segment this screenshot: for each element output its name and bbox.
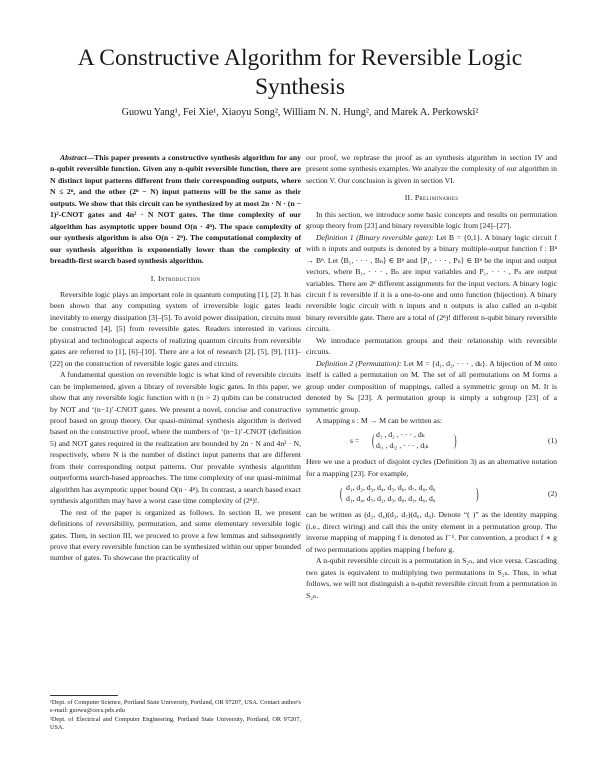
intro-paragraph-1: Reversible logic plays an important role in quantum computing [1], [2]. It has been shown that any computing system of irreversible logic gates leads inevitably to energy dissipation [3]–[5]. To avoid power dissipation, circuits must be constructed [4], [5] from reversible gates. Readers interested in various physical and technological aspects of realizing quantum circuits from reversible gates are referred to [1], [6]–[10]. There are a lot of research [2], [5], [9], [11]–[22] on the construction of reversible logic gates and circuits. — [50, 289, 301, 368]
equation-2-left-paren: ( — [340, 484, 343, 504]
equation-1-number: (1) — [548, 436, 557, 446]
abstract-label: Abstract— — [60, 153, 95, 162]
equation-1-lhs: s = — [350, 436, 360, 446]
equation-2 — [306, 482, 557, 506]
definition-2-label: Definition 2 (Permutation): — [316, 358, 402, 368]
author-list: Guowu Yang¹, Fei Xie¹, Xiaoyu Song², William N. N. Hung², and Marek A. Perkowski² — [121, 107, 479, 118]
footnote-rule — [50, 695, 118, 696]
abstract — [50, 152, 301, 267]
equation-2-body — [340, 482, 479, 504]
prelim-paragraph-2: We introduce permutation groups and their relationship with reversible circuits. — [306, 335, 557, 357]
mapping-intro: A mapping s : M → M can be written as: — [316, 415, 442, 425]
title-line-1: A Constructive Algorithm for Reversible Logic — [77, 45, 523, 71]
section-heading-preliminaries: II. Preliminaries — [404, 193, 459, 203]
footnotes — [50, 695, 301, 732]
equation-1 — [306, 429, 557, 453]
prelim-paragraph-1: In this section, we introduce some basic concepts and results on permutation group theory from [23] and binary reversible logic from [24]–[27]. — [306, 209, 557, 231]
right-column — [306, 152, 557, 601]
continued-paragraph: our proof, we rephrase the proof as an synthesis algorithm in section IV and present some synthesis examples. We analyze the complexity of our algorithm in section V. Our conclusion is given in section VI. — [306, 153, 557, 185]
equation-1-body — [350, 429, 457, 451]
definition-1 — [306, 232, 557, 335]
intro-paragraph-3: The rest of the paper is organized as follows. In section II, we present definitions of reversibility, permutation, and some elementary reversible logic gates. Then, in section III, we proceed to prove a few lemmas and subsequently prove that every reversible function can be synthesized within our upper bounded number of gates. To showcase the practicality of — [50, 507, 301, 563]
title-line-2: Synthesis — [254, 74, 346, 100]
equation-1-bottom-row: dᵢ₁ , dᵢ₂ , · · · , dᵢₖ — [376, 441, 429, 451]
left-column — [50, 152, 301, 564]
equation-2-top-row: d₁, d₂, d₃, d₄, d₅, d₆, d₇, d₈, d₉ — [346, 483, 436, 493]
equation-1-top-row: d₁ , d₂ , · · · , dₖ — [376, 430, 425, 440]
paper-title — [0, 44, 600, 102]
definition-1-label: Definition 1 (Binary reversible gate): — [316, 232, 434, 242]
footnote-2: ²Dept. of Electrical and Computer Engineering, Portland State University, Portland, OR 97207, USA. — [50, 715, 301, 731]
equation-1-left-paren: ( — [372, 431, 375, 451]
abstract-text: This paper presents a constructive synthesis algorithm for any n-qubit reversible function. Given any n-qubit reversible function, there are N distinct input patterns different from their corresponding outputs, where N ≤ 2ⁿ, and the other (2ⁿ − N) input patterns will be the same as their outputs. We show that this circuit can be synthesized by at most 2n · N · (n − 1)²-CNOT gates and 4n² · N NOT gates. The time complexity of our algorithm has asymptotic upper bound O(n · 4ⁿ). The space complexity of our synthesis algorithm is also O(n · 2ⁿ). The computational complexity of our synthesis algorithm is exponentially lower than the complexity of breadth-first search based synthesis algorithm. — [50, 153, 301, 266]
equation-2-bottom-row: d₁, d₄, d₇, d₂, d₅, d₈, d₃, d₆, d₉ — [346, 494, 436, 504]
definition-1-text: Let B = {0,1}. A binary logic circuit f with n inputs and outputs is denoted by a binary multiple-output function f : Bⁿ → Bⁿ. Let ⟨B₁, · · · , Bₙ⟩ ∈ Bⁿ and ⟨P₁, · · · , Pₙ⟩ ∈ Bⁿ be the input and output vectors, where B₁, · · · , Bₙ are input variables and P₁, · · · , Pₙ are output variables. There are 2ⁿ different assignments for the input vectors. A binary logic circuit f is reversible if it is a one-to-one and onto function (bijection). A binary reversible logic circuit with n inputs and n outputs is also called an n-qubit binary reversible gate. There are a total of (2ⁿ)! different n-qubit binary reversible circuits. — [306, 232, 557, 334]
definition-2-text: Let M = {d₁, d₂, · · · , dₖ}. A bijection of M onto itself is called a permutation on M. The set of all permutations on M forms a group under composition of mappings, called a symmetric group on M. It is denoted by Sₖ [23]. A permutation group is simply a subgroup [23] of a symmetric group. — [306, 358, 557, 414]
equation-2-number: (2) — [548, 489, 557, 499]
last-paragraph: A n-qubit reversible circuit is a permutation in S₂ₙ, and vice versa. Cascading two gates is equivalent to multiplying two permutations in S₂ₙ. Thus, in what follows, we will not distinguish a n-qubit reversible circuit from a permutation in S₂ₙ. — [306, 556, 557, 600]
intro-paragraph-2: A fundamental question on reversible logic is what kind of reversible circuits can be implemented, given a library of reversible logic gates. In this paper, we show that any reversible logic function with n (n > 2) qubits can be constructed by NOT and ‘(n−1)’-CNOT gates. We present a novel, concise and constructive proof based on group theory. Our quasi-minimal synthesis algorithm is derived based on the constructive proof, where the numbers of ‘(n−1)’-CNOT (definition 5) and NOT gates required in the realization are bounded by 2n · N and 4n² · N, respectively, where N is the number of distinct input patterns that are different from their corresponding output patterns. Our provable synthesis algorithm outperforms search-based approaches. The time complexity of our quasi-minimal algorithm has asymptotic upper bound O(n · 4ⁿ). In contrast, a search based exact synthesis algorithm may have a worst case time complexity of (2ⁿ)!. — [50, 370, 301, 506]
definition-2 — [306, 358, 557, 415]
equation-2-intro: Here we use a product of disjoint cycles (Definition 3) as an alternative notation for a mapping [23]. For example, — [306, 457, 557, 478]
equation-2-right-paren: ) — [476, 484, 479, 504]
equation-1-right-paren: ) — [454, 431, 457, 451]
footnote-1: ¹Dept. of Computer Science, Portland State University, Portland, OR 97207, USA. Contact author's e-mail: guowu@cecs.pdx.edu — [50, 699, 301, 715]
cycles-paragraph: can be written as (d₂, d₄)(d₃, d₇)(d₆, d₈). Denote “( )” as the identity mapping (i.e., direct wiring) and call this the unity element in a permutation group. The inverse mapping of mapping f is denoted as f⁻¹. Per convention, a product f ∗ g of two permutations applies mapping f before g. — [306, 510, 557, 554]
section-heading-introduction: I. Introduction — [150, 273, 201, 283]
